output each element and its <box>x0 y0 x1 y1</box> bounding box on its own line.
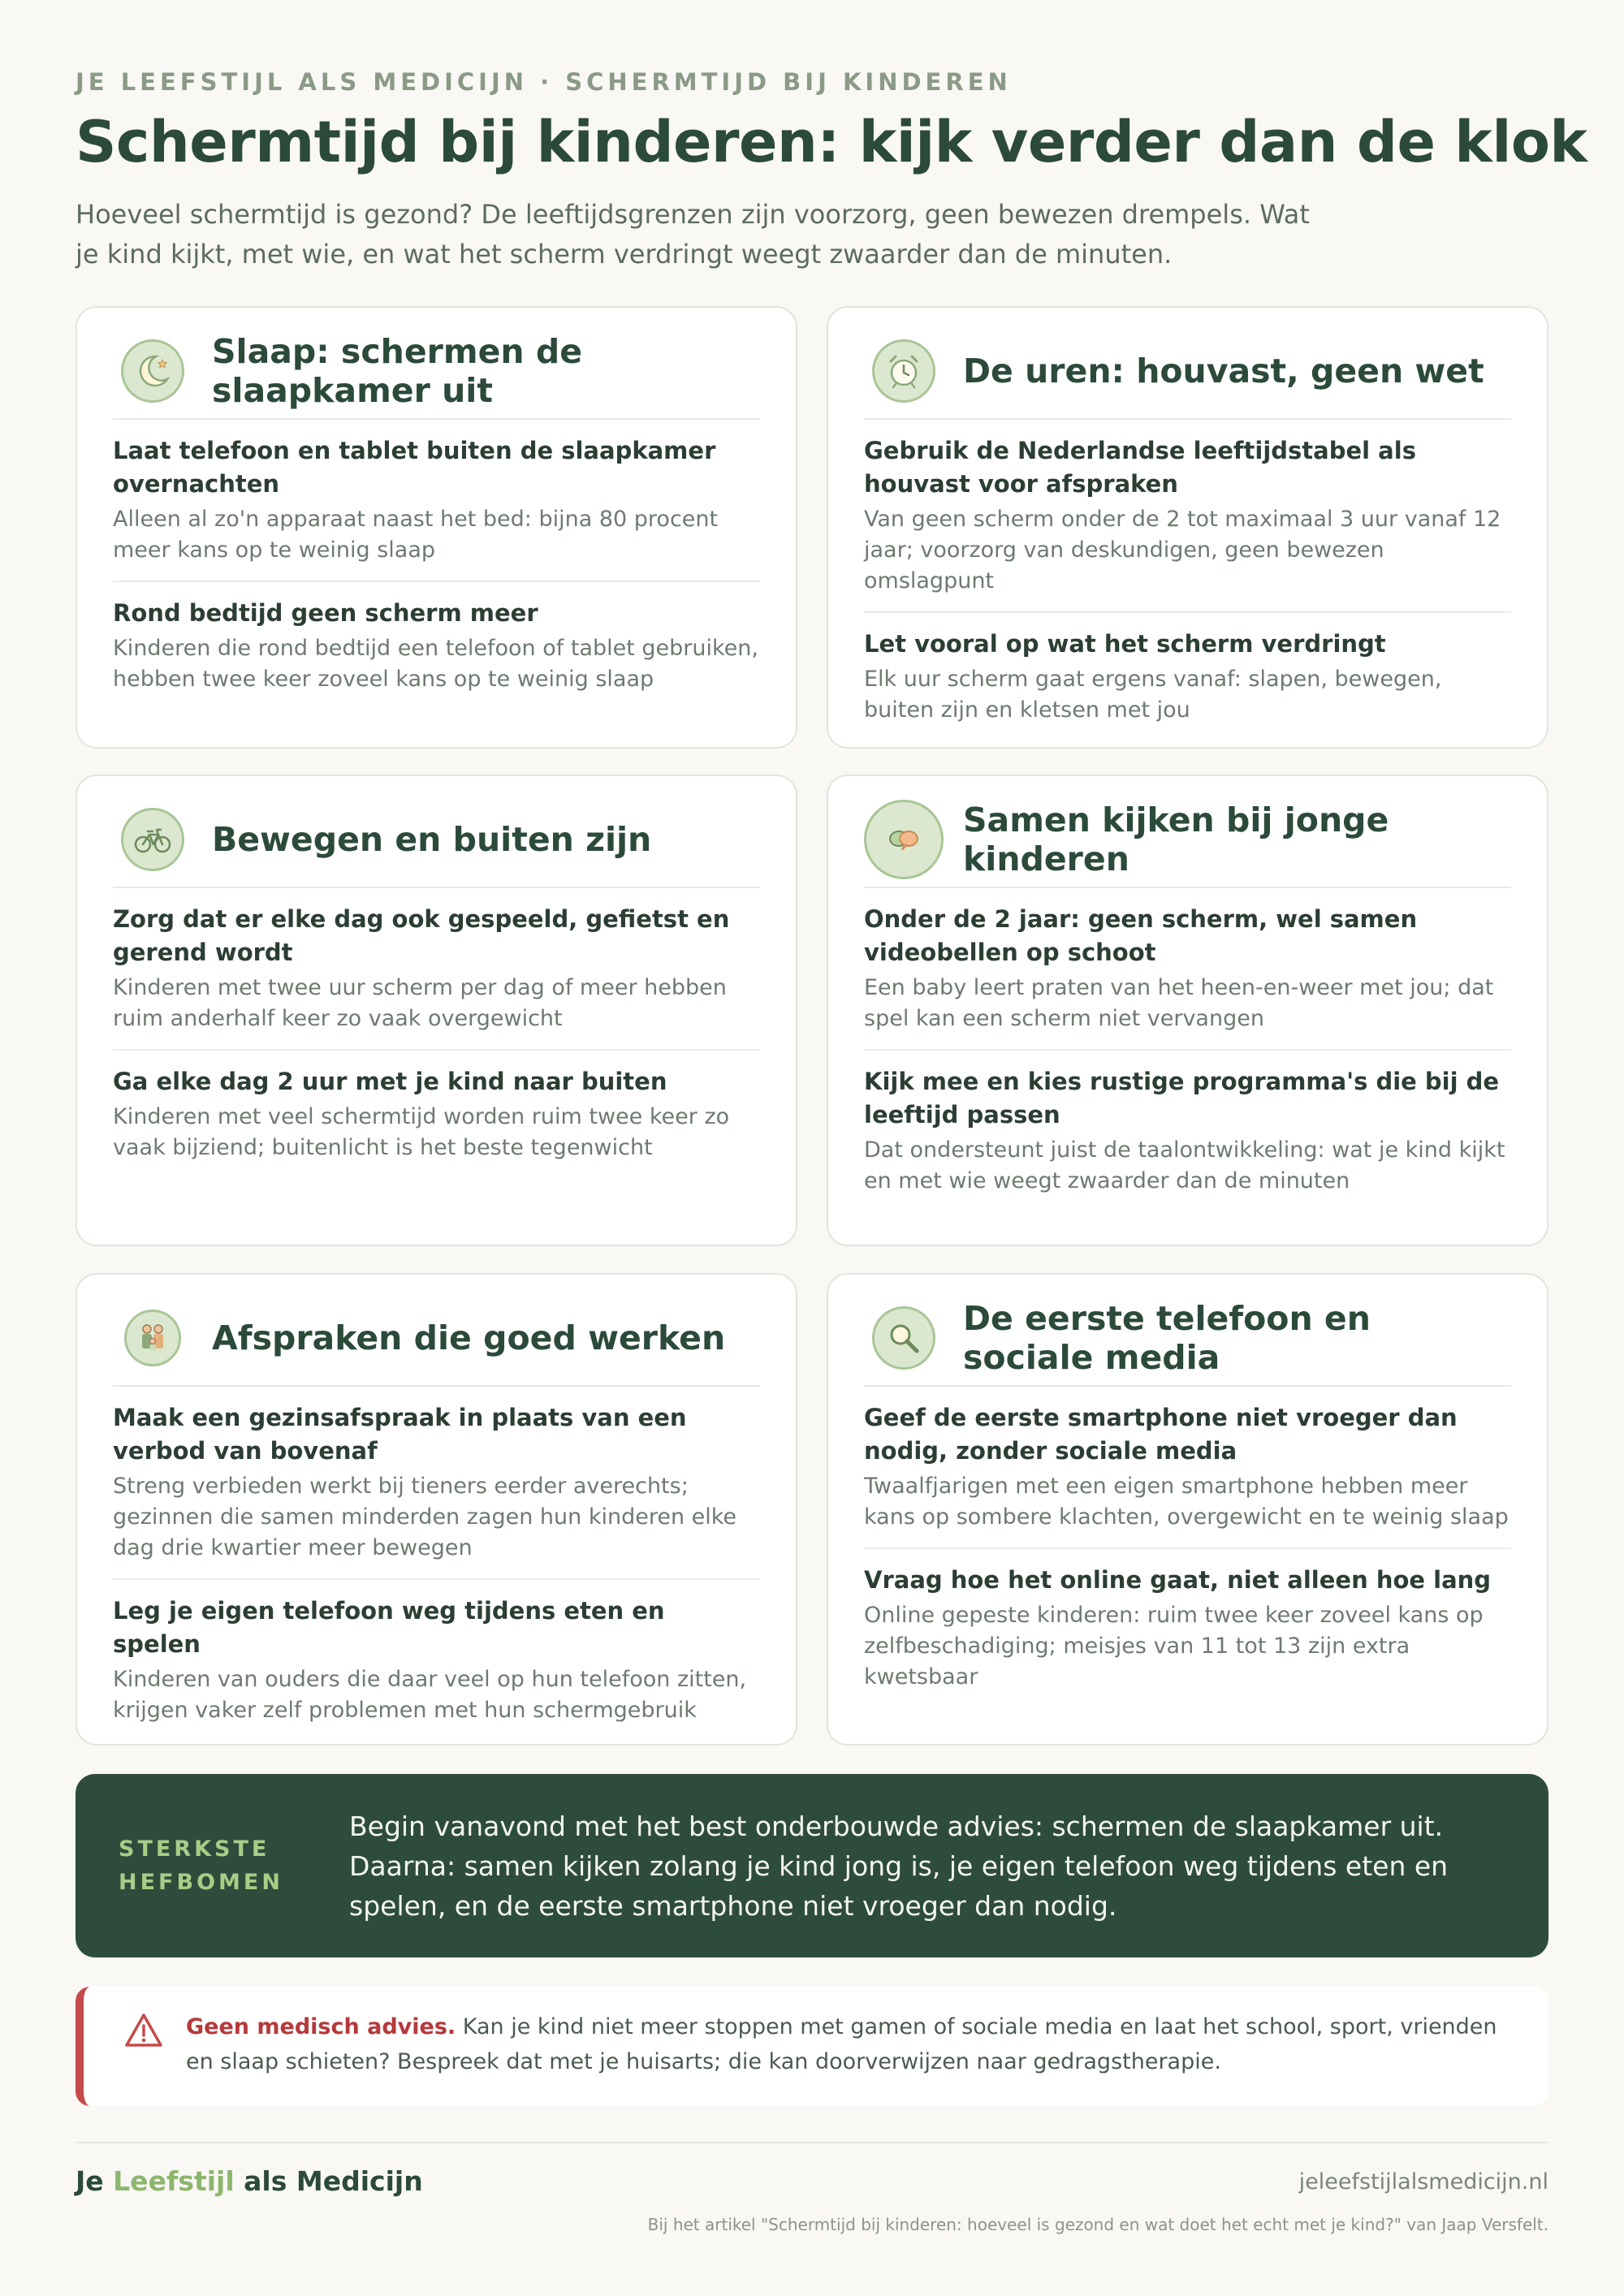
list-item <box>113 597 760 710</box>
card-header <box>113 1307 760 1387</box>
card-header <box>864 340 1511 420</box>
item-text: Kinderen met twee uur scherm per dag of meer hebben ruim anderhalf keer zo vaak overgewicht <box>113 975 727 1031</box>
strongest-levers-text: Begin vanavond met het best onderbouwde advies: schermen de slaapkamer uit. Daarna: samen kijken zolang je kind jong is, je eigen telefoon weg tijdens eten en spelen, en de eerste smartphone niet vroeger dan nodig. <box>349 1810 1449 1922</box>
disclaimer-strong: Geen medisch advies. <box>186 2014 456 2039</box>
item-text: Kinderen met veel schermtijd worden ruim twee keer zo vaak bijziend; buitenlicht is het beste tegenwicht <box>113 1104 730 1160</box>
card-title: De eerste telefoon en sociale media <box>963 1299 1371 1377</box>
item-title: Vraag hoe het online gaat, niet alleen hoe lang <box>864 1566 1492 1594</box>
family-icon <box>124 1310 181 1366</box>
item-title: Kijk mee en kies rustige programma's die bij de leeftijd passen <box>864 1068 1500 1129</box>
item-text: Van geen scherm onder de 2 tot maximaal 3 uur vanaf 12 jaar; voorzorg van deskundigen, geen bewezen omslagpunt <box>864 507 1501 593</box>
magnifier-icon <box>872 1306 935 1370</box>
item-text: Kinderen die rond bedtijd een telefoon of tablet gebruiken, hebben twee keer zoveel kans op te weinig slaap <box>113 636 758 692</box>
card-title: De uren: houvast, geen wet <box>963 352 1484 391</box>
item-text: Elk uur scherm gaat ergens vanaf: slapen, bewegen, buiten zijn en kletsen met jou <box>864 667 1442 723</box>
card-header <box>864 801 1511 888</box>
bicycle-icon <box>121 808 184 871</box>
page-title: Schermtijd bij kinderen: kijk verder dan de klok <box>76 109 1587 175</box>
list-item <box>113 1595 760 1741</box>
speech-bubbles-icon <box>864 800 944 879</box>
card-title: Samen kijken bij jonge kinderen <box>963 801 1389 878</box>
footer-divider <box>76 2142 1548 2143</box>
item-text: Twaalfjarigen met een eigen smartphone hebben meer kans op sombere klachten, overgewicht en te weinig slaap <box>864 1474 1509 1530</box>
list-item <box>864 1564 1511 1707</box>
label-line: HEFBOMEN <box>119 1870 283 1895</box>
list-item <box>864 903 1511 1051</box>
item-text: Dat ondersteunt juist de taalontwikkeling: wat je kind kijkt en met wie weegt zwaarder dan de minuten <box>864 1137 1505 1193</box>
item-text: Streng verbieden werkt bij tieners eerder averechts; gezinnen die samen minderden zagen hun kinderen elke dag drie kwartier meer bewegen <box>113 1474 737 1560</box>
brand-accent: Leefstijl <box>113 2165 235 2197</box>
item-title: Leg je eigen telefoon weg tijdens eten en spelen <box>113 1597 665 1658</box>
alarm-clock-icon <box>872 339 935 403</box>
card-header <box>864 1299 1511 1387</box>
list-item <box>113 903 760 1051</box>
list-item <box>864 628 1511 740</box>
list-item <box>864 434 1511 613</box>
card-title: Slaap: schermen de slaapkamer uit <box>212 332 583 410</box>
card-hours <box>827 306 1548 749</box>
item-title: Zorg dat er elke dag ook gespeeld, gefietst en gerend wordt <box>113 905 730 966</box>
intro-text: Hoeveel schermtijd is gezond? De leeftijdsgrenzen zijn voorzorg, geen bewezen drempels. Wat je kind kijkt, met wie, en wat het scherm verdringt weegt zwaarder dan de minuten. <box>76 199 1310 270</box>
brand-post: als Medicijn <box>234 2165 423 2197</box>
moon-icon <box>121 339 184 403</box>
card-header <box>113 809 760 888</box>
strongest-levers-label <box>76 1832 349 1899</box>
item-title: Laat telefoon en tablet buiten de slaapkamer overnachten <box>113 437 716 498</box>
card-agreements <box>76 1273 797 1746</box>
list-item <box>113 434 760 582</box>
item-title: Gebruik de Nederlandse leeftijdstabel als houvast voor afspraken <box>864 437 1416 498</box>
card-header <box>113 332 760 420</box>
item-text: Kinderen van ouders die daar veel op hun telefoon zitten, krijgen vaker zelf problemen met hun schermgebruik <box>113 1667 747 1723</box>
item-title: Ga elke dag 2 uur met je kind naar buiten <box>113 1068 667 1095</box>
list-item <box>113 1401 760 1580</box>
item-text: Alleen al zo'n apparaat naast het bed: bijna 80 procent meer kans op te weinig slaap <box>113 507 719 563</box>
card-movement <box>76 775 797 1246</box>
card-first-phone <box>827 1273 1548 1746</box>
brand-logo <box>76 2165 423 2197</box>
strongest-levers-banner <box>76 1774 1548 1957</box>
item-text: Online gepeste kinderen: ruim twee keer zoveel kans op zelfbeschadiging; meisjes van 11 tot 13 zijn extra kwetsbaar <box>864 1603 1484 1690</box>
card-watch-together <box>827 775 1548 1246</box>
disclaimer-text <box>186 2009 1516 2079</box>
brand-pre: Je <box>76 2165 114 2197</box>
article-credit: Bij het artikel "Schermtijd bij kinderen: hoeveel is gezond en wat doet het echt met je kind?" van Jaap Versfelt. <box>647 2215 1548 2234</box>
site-url: jeleefstijlalsmedicijn.nl <box>1298 2169 1548 2195</box>
label-line: STERKSTE <box>119 1836 270 1862</box>
item-text: Een baby leert praten van het heen-en-weer met jou; dat spel kan een scherm niet vervangen <box>864 975 1494 1031</box>
list-item <box>864 1401 1511 1549</box>
kicker: JE LEEFSTIJL ALS MEDICIJN · SCHERMTIJD BIJ KINDEREN <box>76 68 1012 96</box>
medical-disclaimer <box>76 1987 1548 2106</box>
disclaimer-body: Kan je kind niet meer stoppen met gamen of sociale media en laat het school, sport, vrienden en slaap schieten? Bespreek dat met je huisarts; die kan doorverwijzen naar gedragstherapie. <box>186 2014 1497 2074</box>
card-sleep <box>76 306 797 749</box>
warning-triangle-icon <box>123 2009 165 2052</box>
item-title: Onder de 2 jaar: geen scherm, wel samen videobellen op schoot <box>864 905 1418 966</box>
list-item <box>864 1065 1511 1211</box>
card-title: Bewegen en buiten zijn <box>212 820 652 859</box>
card-title: Afspraken die goed werken <box>212 1318 726 1357</box>
item-title: Rond bedtijd geen scherm meer <box>113 599 538 627</box>
list-item <box>113 1065 760 1178</box>
item-title: Let vooral op wat het scherm verdringt <box>864 630 1386 658</box>
item-title: Maak een gezinsafspraak in plaats van een verbod van bovenaf <box>113 1404 687 1465</box>
item-title: Geef de eerste smartphone niet vroeger dan nodig, zonder sociale media <box>864 1404 1458 1465</box>
